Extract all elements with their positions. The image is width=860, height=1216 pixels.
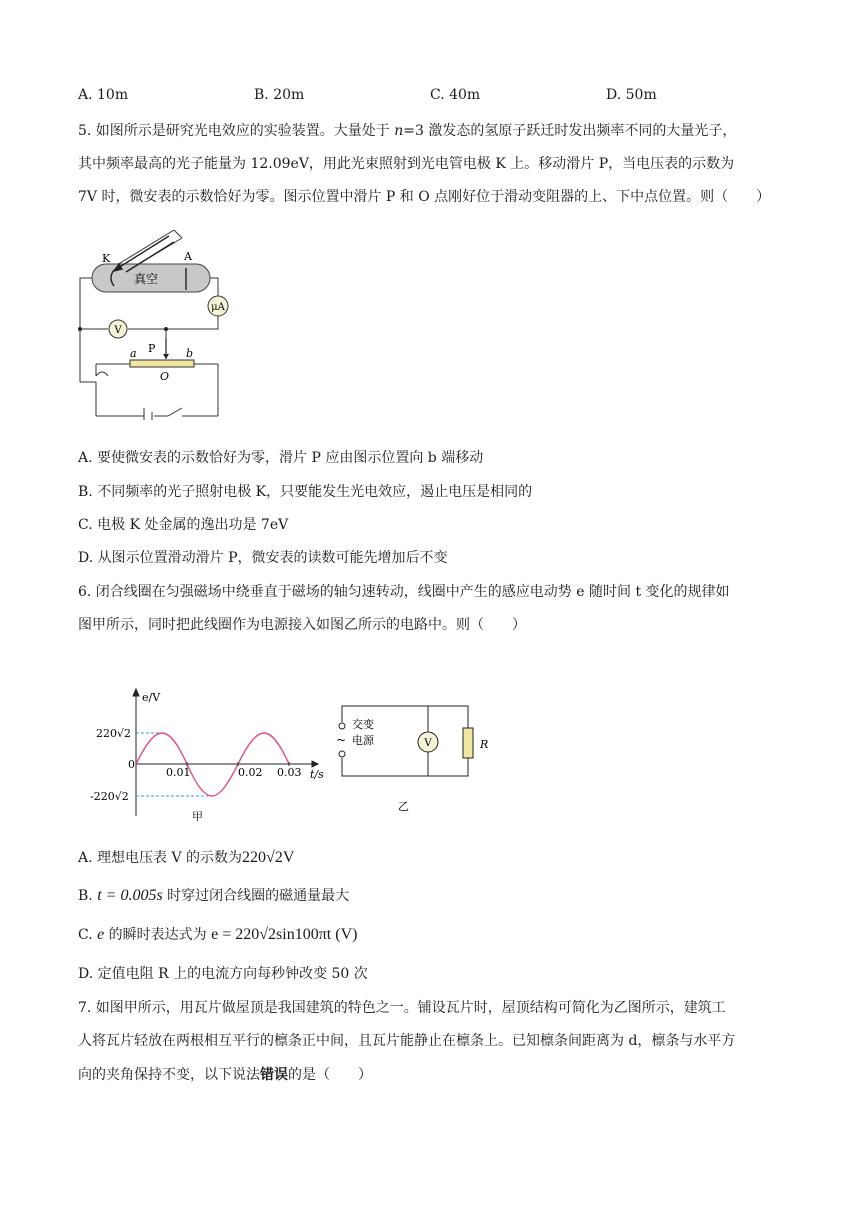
graph-origin-label: 0 (128, 758, 135, 771)
q6-option-b: B. t = 0.005s 时穿过闭合线圈的磁通量最大 (78, 887, 350, 904)
anode-label: A (184, 250, 192, 263)
q5-stem-line2: 其中频率最高的光子能量为 12.09eV，用此光束照射到光电管电极 K 上。移动滑片 P，当电压表的示数为 (78, 156, 735, 172)
q7-stem-line1: 7. 如图甲所示，用瓦片做屋顶是我国建筑的特色之一。铺设瓦片时，屋顶结构可简化为乙图所示，建筑工 (78, 1000, 726, 1016)
ac-source-label-line2: 电源 (352, 734, 374, 747)
q4-option-c: C. 40m (430, 87, 481, 103)
graph-xlabel: t/s (310, 768, 324, 781)
q5-option-c: C. 电极 K 处金属的逸出功是 7eV (78, 517, 289, 533)
graph-yneg-label: -220√2 (90, 790, 129, 803)
q4-option-b: B. 20m (254, 87, 305, 103)
emf-time-graph (88, 686, 332, 826)
graph-xtick-2: 0.02 (238, 766, 263, 779)
rheostat-end-b: b (186, 347, 194, 360)
graph-xtick-1: 0.01 (166, 766, 191, 779)
graph-ypos-label: 220√2 (96, 727, 132, 740)
q5-option-d: D. 从图示位置滑动滑片 P，微安表的读数可能先增加后不变 (78, 550, 448, 566)
graph-xtick-3: 0.03 (277, 766, 302, 779)
slider-label: P (148, 342, 156, 355)
q7-stem-line2: 人将瓦片轻放在两根相互平行的檩条正中间，且瓦片能静止在檩条上。已知檩条间距离为 d，檩条与水平方 (78, 1033, 736, 1049)
rheostat-end-a: a (130, 347, 137, 360)
graph-ylabel: e/V (142, 691, 161, 704)
ac-circuit-diagram (332, 696, 500, 820)
q4-option-a: A. 10m (78, 87, 129, 103)
q5-option-b: B. 不同频率的光子照射电极 K，只要能发生光电效应，遏止电压是相同的 (78, 484, 533, 500)
voltmeter-label: V (424, 738, 432, 749)
q7-stem-line3: 向的夹角保持不变，以下说法错误的是（ ） (78, 1067, 372, 1083)
photoelectric-circuit-diagram (74, 228, 234, 420)
resistor-icon (463, 728, 473, 758)
graph-caption: 甲 (192, 810, 203, 823)
microammeter-label: μA (211, 302, 225, 313)
cathode-label: K (102, 252, 111, 265)
circuit-caption: 乙 (398, 800, 409, 813)
q6-stem-line2: 图甲所示，同时把此线圈作为电源接入如图乙所示的电路中。则（ ） (78, 617, 526, 633)
ac-source-symbol: ~ (336, 733, 347, 747)
q4-option-d: D. 50m (606, 87, 657, 103)
q6-option-c: C. e 的瞬时表达式为 e = 220√2sin100πt (V) (78, 926, 358, 943)
rheostat-icon (130, 360, 194, 367)
q5-option-a: A. 要使微安表的示数恰好为零，滑片 P 应由图示位置向 b 端移动 (78, 450, 484, 466)
vacuum-label: 真空 (133, 272, 159, 286)
q5-stem-line1: 5. 如图所示是研究光电效应的实验装置。大量处于 n=3 激发态的氢原子跃迁时发出频率不同的大量光子， (78, 123, 737, 139)
voltmeter-label: V (114, 325, 122, 336)
q6-option-d: D. 定值电阻 R 上的电流方向每秒钟改变 50 次 (78, 966, 368, 982)
q6-stem-line1: 6. 闭合线圈在匀强磁场中绕垂直于磁场的轴匀速转动，线圈中产生的感应电动势 e 随时间 t 变化的规律如 (78, 584, 730, 600)
resistor-label: R (480, 738, 489, 751)
rheostat-midpoint-o: O (160, 370, 170, 383)
q5-stem-line3: 7V 时，微安表的示数恰好为零。图示位置中滑片 P 和 O 点刚好位于滑动变阻器的上、下中点位置。则（ ） (78, 189, 771, 205)
ac-source-label-line1: 交变 (352, 718, 374, 731)
q6-option-a: A. 理想电压表 V 的示数为220√2V (78, 849, 295, 866)
